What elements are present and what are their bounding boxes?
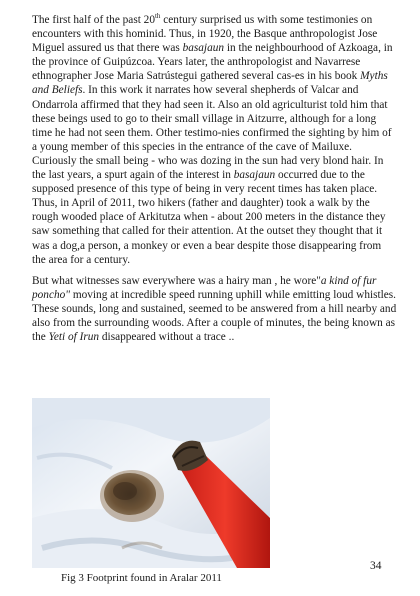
- page-number: 34: [370, 560, 382, 572]
- term-basajaun: basajaun: [182, 42, 225, 55]
- paragraph-2: But what witnesses saw everywhere was a hairy man , he wore"a kind of fur poncho" moving at incredible speed running uphill while emitting loud whistles. These sounds, long and sustained, seemed to be answered from a hill nearby and also from the surrounding woods. After a couple of minutes, the being known as the Yeti of Irun disappeared without a trace ..: [32, 274, 397, 344]
- quote-fur-poncho: a kind of fur poncho": [32, 274, 377, 301]
- figure-caption: Fig 3 Footprint found in Aralar 2011: [61, 572, 222, 584]
- snow-footprint-image: [32, 398, 270, 568]
- body-text: [32, 13, 397, 344]
- book-title: Myths and Beliefs: [32, 70, 388, 97]
- paragraph-1: The first half of the past 20th century surprised us with some testimonies on encounters with this hominid. Thus, in 1920, the Basque anthropologist Jose Miguel assured us that there was basajaun in the neighbourhood of Azkoaga, in the province of Guipúzcoa. Years later, the anthropologist and Navarrese ethnographer Jose Maria Satrústegui gathered several cas-es in his book Myths and Beliefs. In this work it narrates how several shepherds of Valcar and Ondarrola affirmed that they had seen it. Also an old agriculturist told him that these beings used to go to their small village in Aitzurre, although for a long time he had not seen them. Other testimo-nies confirmed the sighting by him of a young member of this species in the entrance of the cave of Mailuxe. Curiously the small being - who was dozing in the sun had very blond hair. In the last years, a spurt again of the interest in basajaun occurred due to the supposed presence of this type of being in very recent times has taken place. Thus, in April of 2011, two hikers (father and daughter) took a walk by the rough wooded place of Arkitutza when - about 200 meters in the distance they saw something that called for their attention. At the outset they thought that it was a dog,a person, a monkey or even a bear despite those disappearing from the area for a century.: [32, 12, 393, 266]
- footprint-photo: [32, 398, 270, 568]
- term-basajaun: basajaun: [233, 169, 276, 182]
- term-yeti-of-irun: Yeti of Irun: [48, 331, 100, 344]
